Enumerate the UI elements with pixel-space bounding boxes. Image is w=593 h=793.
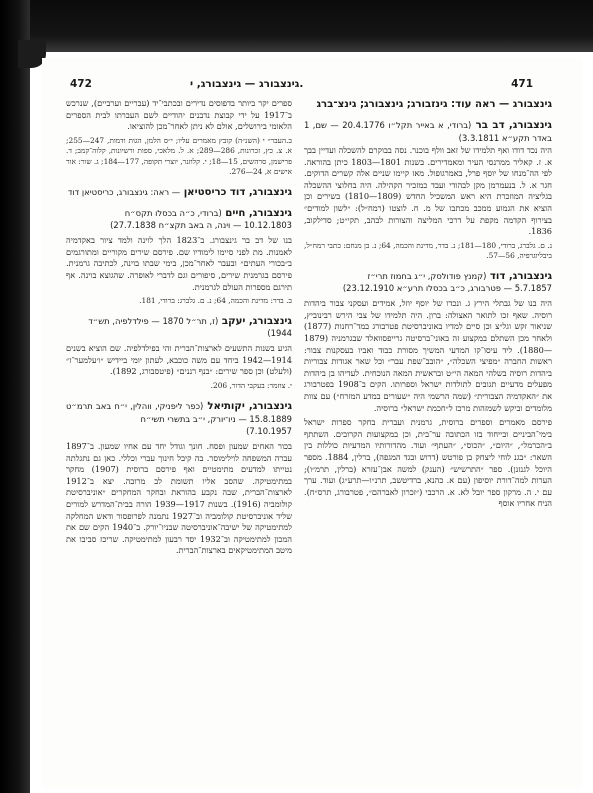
headword-name: גינצבורג, יקותיאל — [207, 400, 293, 412]
entry-dates: 5.7.1857 — פטרבורג, כ״ב בכסלו תרע״א 23.12.1910) — [342, 282, 552, 293]
entry-body-continued: פירסם מאמרים וספרים ברוסית, גרמנית ועברית בחקר ספרות ישראל בימי־הביניים ובייחוד בזו הכתובה ער־בית, וכן במקצועות הקרובים. השתתף ב״הכרמל״, ״היום״, ״הכוס״, ״העתף״ ועוד. מהדורותיו המדעיות כוללות בין השאר: ״בגנ לוחי ליצחק בן פורטש (דרוש ובגד המגפה), ברלין, 1884. מספר היוכל לגנזנן). ספר ״התרשיש״ (הענק) למשה אבן־עזרא (ברלין, תרמ״ו); הערות למה־דורת יוסיפון (עם א. כהנא, ברדיטשב, תרנ״ו—תרע״ג) ועוד. ערך עם י. ה. מרקון ספר יובל לא. א. הרכבי (״זכרון לאברהם״, פטרבורג, תרס״ח). הניח אחריו אוסף — [304, 417, 552, 509]
entry-body: הגיע בשנות התשעים לארצות־הברית והי בפילדלפיה. שם הוציא בשנים 1914—1942 ביחד עם משה כוכבא, לעתון יומי ביידיש ״ו׳עלמער־ז״ (ולעלט) וכן ספר שירים: ״בנף רננים״ (פיטסבורג, 1892). — [66, 343, 292, 377]
headword-dates: (ברודי, א באייר תקל״ו 20.4.1776 — שם, 1 באדר תקע״א 3.3.1811) — [304, 120, 552, 143]
entry-references: ב. בדר: מדינת והכמה, 64; נ. ם. גלברג: ברודי, 181. — [139, 296, 292, 306]
right-column — [304, 98, 552, 518]
continuation-block — [66, 98, 292, 178]
crossref-target: — ראה: גינצבורג, כריסטיאן דוד — [67, 186, 181, 197]
entry-body: ספרים יקר ביותר בדפוסים נדירים ובכתבי־יד (עבריים וערביים), שנרכש ב־1917 על ידי קבוצת נדבנים יהודיים לשם העברתו לבית הספרים הלאומי בירושלים, אולם לא ניתן לאחר־מכן להוציאו. — [66, 98, 292, 132]
entry-yaakov-ginzburg — [66, 315, 292, 392]
entry-headword — [304, 119, 552, 145]
entry-headword — [66, 315, 292, 328]
entry-body: בנו של דב בר גינצבורג. ב־1823 הלך לוינה ולמד ציור באקדמיה לאמנות. מת לפני סיימו לימודיו שם. פירסם שירים מקוריים ומתורגמים ב״בכורי העתים״ ובעבר לאחר־מכן, בימי שבתו בוינה, לכתיבה גרמנית. פירסם בגרמנית שירים, סיפורים וגם לדברי לאופרה. שהגוצא בוינה. אף תירגם מספרות העולם לגרמנית. — [66, 235, 292, 292]
entry-body: היה בנו של גבתלי הירץ ג. ונכדו של יוסף יוזל, אמידים ועסקני צבור ביהדות רוסיה. שאף זכו לתואר האצולה: ברון. היה תלמידו של צבי הירש רבינוביץ, שניאור זקש וגל״צ וכן סיים למדיו באוניברסיטת פטרבורג במד־רחנות (1877) ולאחר מכן השתלם במקצוע זה באוני־ברסיטה גרייפסוואלד שבגרמניה (1879—1880). ליד עיסו־קו המדעי המשיך מסורת כבוד ואביו בעסקנות צבור: ראשות החברה ״מפיצי השכלה״, ״הובב־שפת עבר״ וכל שאר אגודות צבוריות ביהדות רוסיה בשלהי המאה הי״ט ובראשית המאה הנוכחית. לעדיהו בן ביהדות מפעלים מדעיים תגובים לתולדות ישראל וספרותו. הקים ב־1908 בפטרבורג את ״האקדמיה הצבורית״ (שמה הרשמי היה ״שעורים במדע המזרח״) עם צוות מלומדים וביקש לשמזהות מרכז ל״חכמת ישראל״ ברוסיה. — [304, 298, 552, 413]
scan-border-left — [0, 0, 30, 793]
entry-headword — [66, 186, 292, 199]
running-title: גינצבורג — גינצבורג, י. — [190, 78, 304, 90]
entry-yekutiel-ginzburg — [66, 400, 292, 557]
headword-name: גינצבורג, דב בר — [475, 120, 552, 131]
running-header — [70, 78, 533, 94]
headword-dates: (ז, תר״ל 1870 — פילדלפיה, תש״ד — [88, 315, 219, 326]
entry-david-ginzburg — [304, 270, 552, 510]
entry-headword: גינצבורג — ראה עוד: גינזבורג; גינצבורג; גינצ־ברג — [316, 99, 552, 110]
entry-body: בכור האחים שמעון ופסח. חונך וגודל יחד עם אחיו שמעון. ב־1897 עברה המשפחה לוילימוסר. בה קיבל חינוך עברי וכללי. כאן גם נתגלתה נטייתו למדעים מתימטיים ואף פירסם ברוסית (1907) מחקר במתימטיקה. שהסב אליו תשומת לב מרובה. יצא ב־1912 לארצות־הברית, שבה נקבע בהוראת ובחקר המחקרים ״אוניברסיטת קולומביה (1916). בשנות 1917—1939 הורה בבית־המדרש למורים שליד אוניברסיטת קולומביה וב־1927 נתמנה לפרופסור ודאש המחלקה למתימטיקה של ישיבה־אוניברסיטה שבניו־יורק. ב־1940 הקים שם את המכון למתימטיקה וב־1932 יסד רבעון למתימטיקה. שריכז סביבו את מיטב המתימטיקאים בארצות־הברית. — [66, 441, 293, 556]
entry-body: היה נכד דודו ואף תלמידו של זאב וולף בוכנר. נסה בבוקרם להשכלה ועדיין בבך א. ז. קאליר ממרנסי העיר ומאמדירים. בשנות 1801—1803 כיתן בהוראה. לפי הה־מנחו של יוסף פרל, באמרגופול. מאז קיימו שניים אלה קשרים הדוקים. חגר א. ל. בנעמרמן מקן לבהודי ועבד כמזכיר הקהילה. היה בחלוצי ההשכלה בגליציה המוזכרת היא ראש המשכיל החדש (1809—1810) בשירים וכן הוציא את הגמוע ממכב מכתבו של מ. ח. לוצטו (רמח״ל): ״לשון למודים״ בצירוף הקדמה מקפת על דרכי המליצה והצורות לבהב, תקי״ט; סדילקוב, 1836. — [304, 145, 552, 237]
entry-dov-ber-ginzburg — [304, 119, 552, 262]
entry-dates: 1944) — [267, 327, 292, 338]
entry-references: נ. ם. גלברג, ברודי, 180—181; נ. בדר, מדינת והכמה, 64; נ. בן מנחם: כתבי רמח״ל, ביבליוגרפיה, 56—57. — [304, 240, 552, 261]
crossref-entry — [304, 98, 552, 111]
left-column — [66, 98, 292, 565]
entry-chaim-ginzburg — [66, 207, 292, 307]
headword-name: גינצבורג, דוד — [489, 270, 552, 282]
headword-dates: (קמנץ פודולסק, י״ג בחמוז תרי״ז — [367, 270, 487, 281]
entry-headword — [66, 400, 292, 426]
entry-dates: 7.10.1957) — [246, 425, 292, 436]
headword-dates: (ברודי, כ״ה בכסלו תקס״ח — [124, 207, 222, 218]
headword-name: גינצבורג, חיים — [225, 207, 292, 219]
entry-references: י. צוזמר: בעקבי הדור, 206. — [210, 381, 292, 391]
entry-headword — [66, 207, 292, 220]
page-number-left: 472 — [70, 78, 92, 90]
headword-dates: (כפר ליפניקי, ווהלין, י״ח באב תרמ״ט 15.8.1889 — ניו־יורק, י״ב בתשרי תשי״ח — [66, 400, 292, 424]
scan-border-top — [0, 0, 593, 52]
entry-references: ב.העבר״ י (השנ״ה) קובץ מאמרים עליו; י״ס הלמן, הגות ודמות, 247—255; א. צ. כץ, זכרונות, 286—289; א. ל. מלאכי, ספות ורשיונות, קלוה־קמב; ד. פרישמן, סרהשים, 15—18; י. קלוזנר, יוצרי תקופה, 177—184; ג. שור: אור אישים א, 24—276. — [66, 135, 292, 177]
crossref-entry — [66, 186, 292, 199]
headword-name: גינצבורג, דוד כריסטיאן — [183, 186, 292, 198]
entry-headword — [304, 270, 552, 283]
page-number-right: 471 — [511, 78, 533, 90]
entry-dates: 10.12.1803 — וינה, ה באב תקצ״ח 27.7.1838) — [110, 219, 292, 230]
headword-name: גינצבורג, יעקב — [221, 315, 292, 327]
